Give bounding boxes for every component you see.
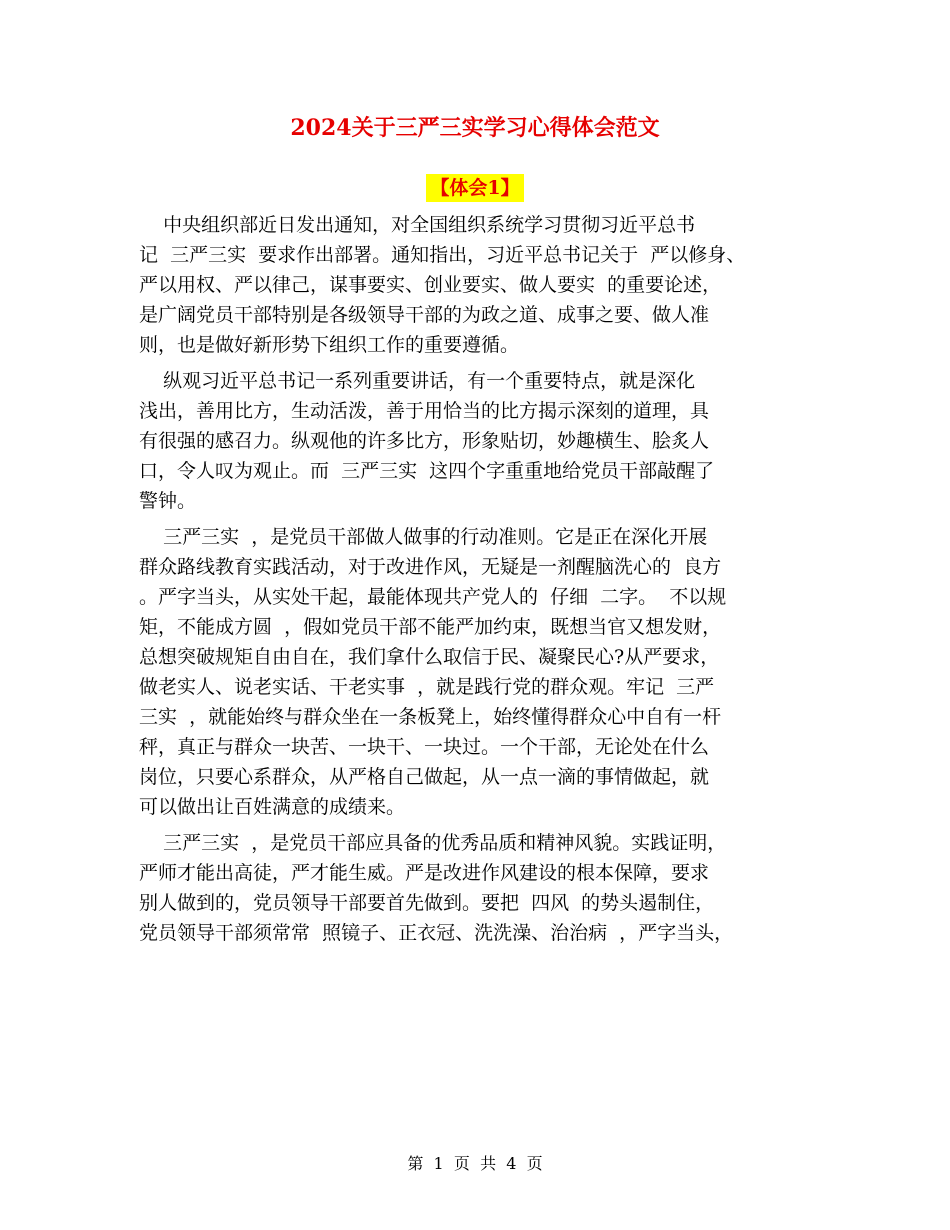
text-line: 矩，不能成方圆 ，假如党员干部不能严加约束，既想当官又想发财， [139, 616, 722, 638]
text-line: 是广阔党员干部特别是各级领导干部的为政之道、成事之要、做人准 [139, 304, 710, 326]
body-text [139, 210, 819, 954]
text-line: 则，也是做好新形势下组织工作的重要遵循。 [139, 334, 520, 356]
document-title: 2024关于三严三实学习心得体会范文 [290, 115, 660, 141]
text-line: 浅出，善用比方，生动活泼，善于用恰当的比方揭示深刻的道理，具 [139, 400, 710, 422]
text-line: 做老实人、说老实话、干老实事 ，就是践行党的群众观。牢记 三严 [139, 676, 715, 698]
text-line: 警钟。 [139, 490, 197, 512]
text-line: 可以做出让百姓满意的成绩来。 [139, 796, 406, 818]
text-line: 口，令人叹为观止。而 三严三实 这四个字重重地给党员干部敲醒了 [139, 460, 715, 482]
paragraph [139, 366, 819, 516]
text-line: 党员领导干部须常常 照镜子、正衣冠、洗洗澡、治治病 ，严字当头， [139, 922, 734, 944]
text-line: 三实 ，就能始终与群众坐在一条板凳上，始终懂得群众心中自有一杆 [139, 706, 722, 728]
text-line: 。严字当头，从实处干起，最能体现共产党人的 仔细 二字。 不以规 [139, 586, 727, 608]
text-line: 总想突破规矩自由自在，我们拿什么取信于民、凝聚民心?从严要求， [139, 646, 720, 668]
text-line: 群众路线教育实践活动，对于改进作风，无疑是一剂醒脑洗心的 良方 [139, 556, 722, 578]
text-line: 秤，真正与群众一块苦、一块干、一块过。一个干部，无论处在什么 [139, 736, 710, 758]
text-line: 三严三实 ，是党员干部做人做事的行动准则。它是正在深化开展 [139, 526, 708, 548]
text-line: 岗位，只要心系群众，从严格自己做起，从一点一滴的事情做起，就 [139, 766, 710, 788]
text-line: 纵观习近平总书记一系列重要讲话，有一个重要特点，就是深化 [139, 370, 696, 392]
text-line: 别人做到的，党员领导干部要首先做到。要把 四风 的势头遏制住， [139, 892, 715, 914]
paragraph [139, 828, 819, 948]
section-label: 【体会1】 [426, 174, 523, 202]
paragraph [139, 522, 819, 822]
page-footer: 第 1 页 共 4 页 [407, 1154, 543, 1173]
text-line: 严以用权、严以律己，谋事要实、创业要实、做人要实 的重要论述， [139, 274, 722, 296]
text-line: 严师才能出高徒，严才能生威。严是改进作风建设的根本保障，要求 [139, 862, 710, 884]
section-label-row [0, 174, 950, 204]
paragraph [139, 210, 819, 360]
text-line: 三严三实 ，是党员干部应具备的优秀品质和精神风貌。实践证明， [139, 832, 727, 854]
text-line: 有很强的感召力。纵观他的许多比方，形象贴切，妙趣横生、脍炙人 [139, 430, 710, 452]
text-line: 记 三严三实 要求作出部署。通知指出，习近平总书记关于 严以修身、 [139, 244, 746, 266]
text-line: 中央组织部近日发出通知，对全国组织系统学习贯彻习近平总书 [139, 214, 696, 236]
